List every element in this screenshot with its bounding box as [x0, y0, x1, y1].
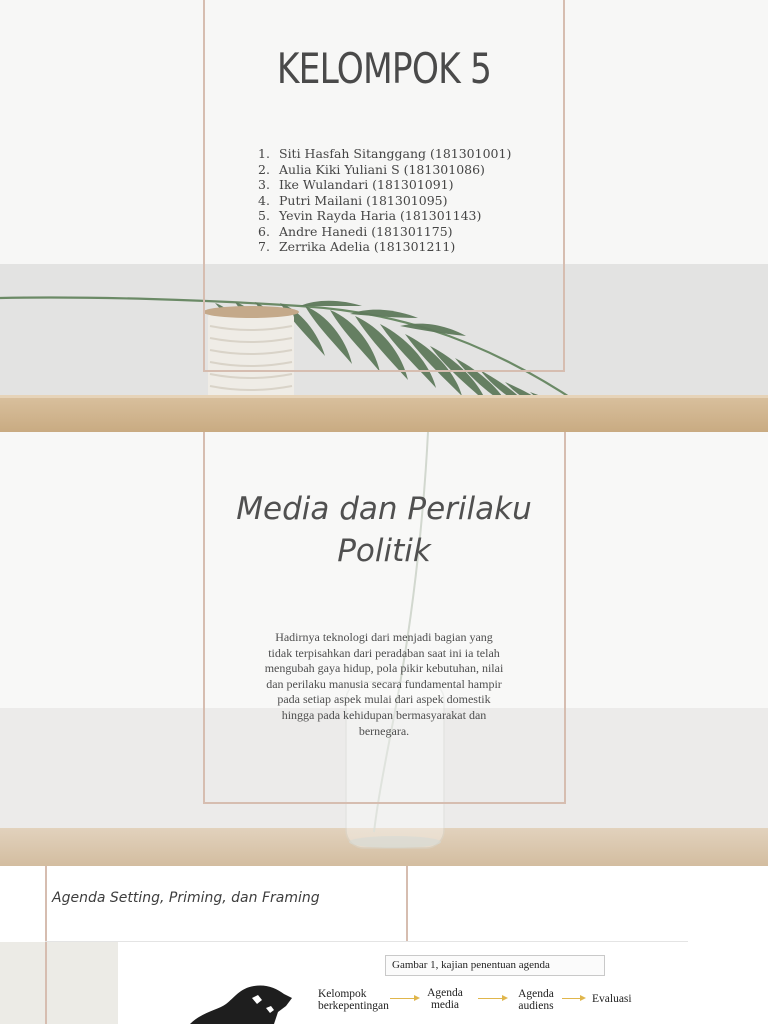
list-item: 6. Andre Hanedi (181301175) — [258, 223, 453, 239]
section-title: Media dan Perilaku Politik — [236, 491, 532, 569]
flow-arrow-2 — [478, 998, 506, 999]
slide-agenda-setting — [0, 866, 768, 1024]
list-item: 3. Ike Wulandari (181301091) — [258, 177, 454, 192]
list-item: 1. Siti Hasfah Sitanggang (181301001) — [258, 146, 512, 161]
figure-caption: Gambar 1, kajian penentuan agenda — [385, 955, 605, 976]
intro-paragraph: Hadirnya teknologi dari menjadi bagian yang tidak terpisahkan dari peradaban saat ini ia telah mengubah gaya hidup, pola pikir kebutuhan, nilai dan perilaku manusia secara fundamental hampir pada setiap aspek mulai dari aspek domestik hingga pada kehidupan bermasyarakat dan bernegara. — [264, 630, 504, 738]
list-item: 7. Zerrika Adelia (181301211) — [258, 239, 456, 254]
flow-step-agenda-audiens: Agenda audiens — [518, 988, 554, 1012]
flow-arrow-3 — [562, 998, 584, 999]
slide-media-politik — [0, 432, 768, 866]
flow-arrow-1 — [390, 998, 418, 999]
flow-step-kelompok: Kelompok berkepentingan — [318, 988, 389, 1012]
side-panel — [0, 942, 118, 1024]
slide-kelompok — [0, 0, 768, 432]
flow-step-evaluasi: Evaluasi — [592, 993, 632, 1005]
frame-line-right — [406, 866, 408, 942]
member-list — [258, 146, 511, 255]
flow-step-agenda-media: Agenda media — [427, 987, 463, 1011]
section-title: Agenda Setting, Priming, dan Framing — [52, 890, 320, 906]
wooden-shelf — [0, 398, 768, 432]
globe-map-illustration — [182, 984, 302, 1024]
divider — [45, 941, 688, 942]
list-item: 5. Yevin Rayda Haria (181301143) — [258, 208, 482, 223]
page-title: KELOMPOK 5 — [276, 44, 492, 93]
list-item: 2. Aulia Kiki Yuliani S (181301086) — [258, 161, 485, 177]
frame-line-left — [45, 866, 47, 1024]
list-item: 4. Putri Mailani (181301095) — [258, 192, 448, 208]
